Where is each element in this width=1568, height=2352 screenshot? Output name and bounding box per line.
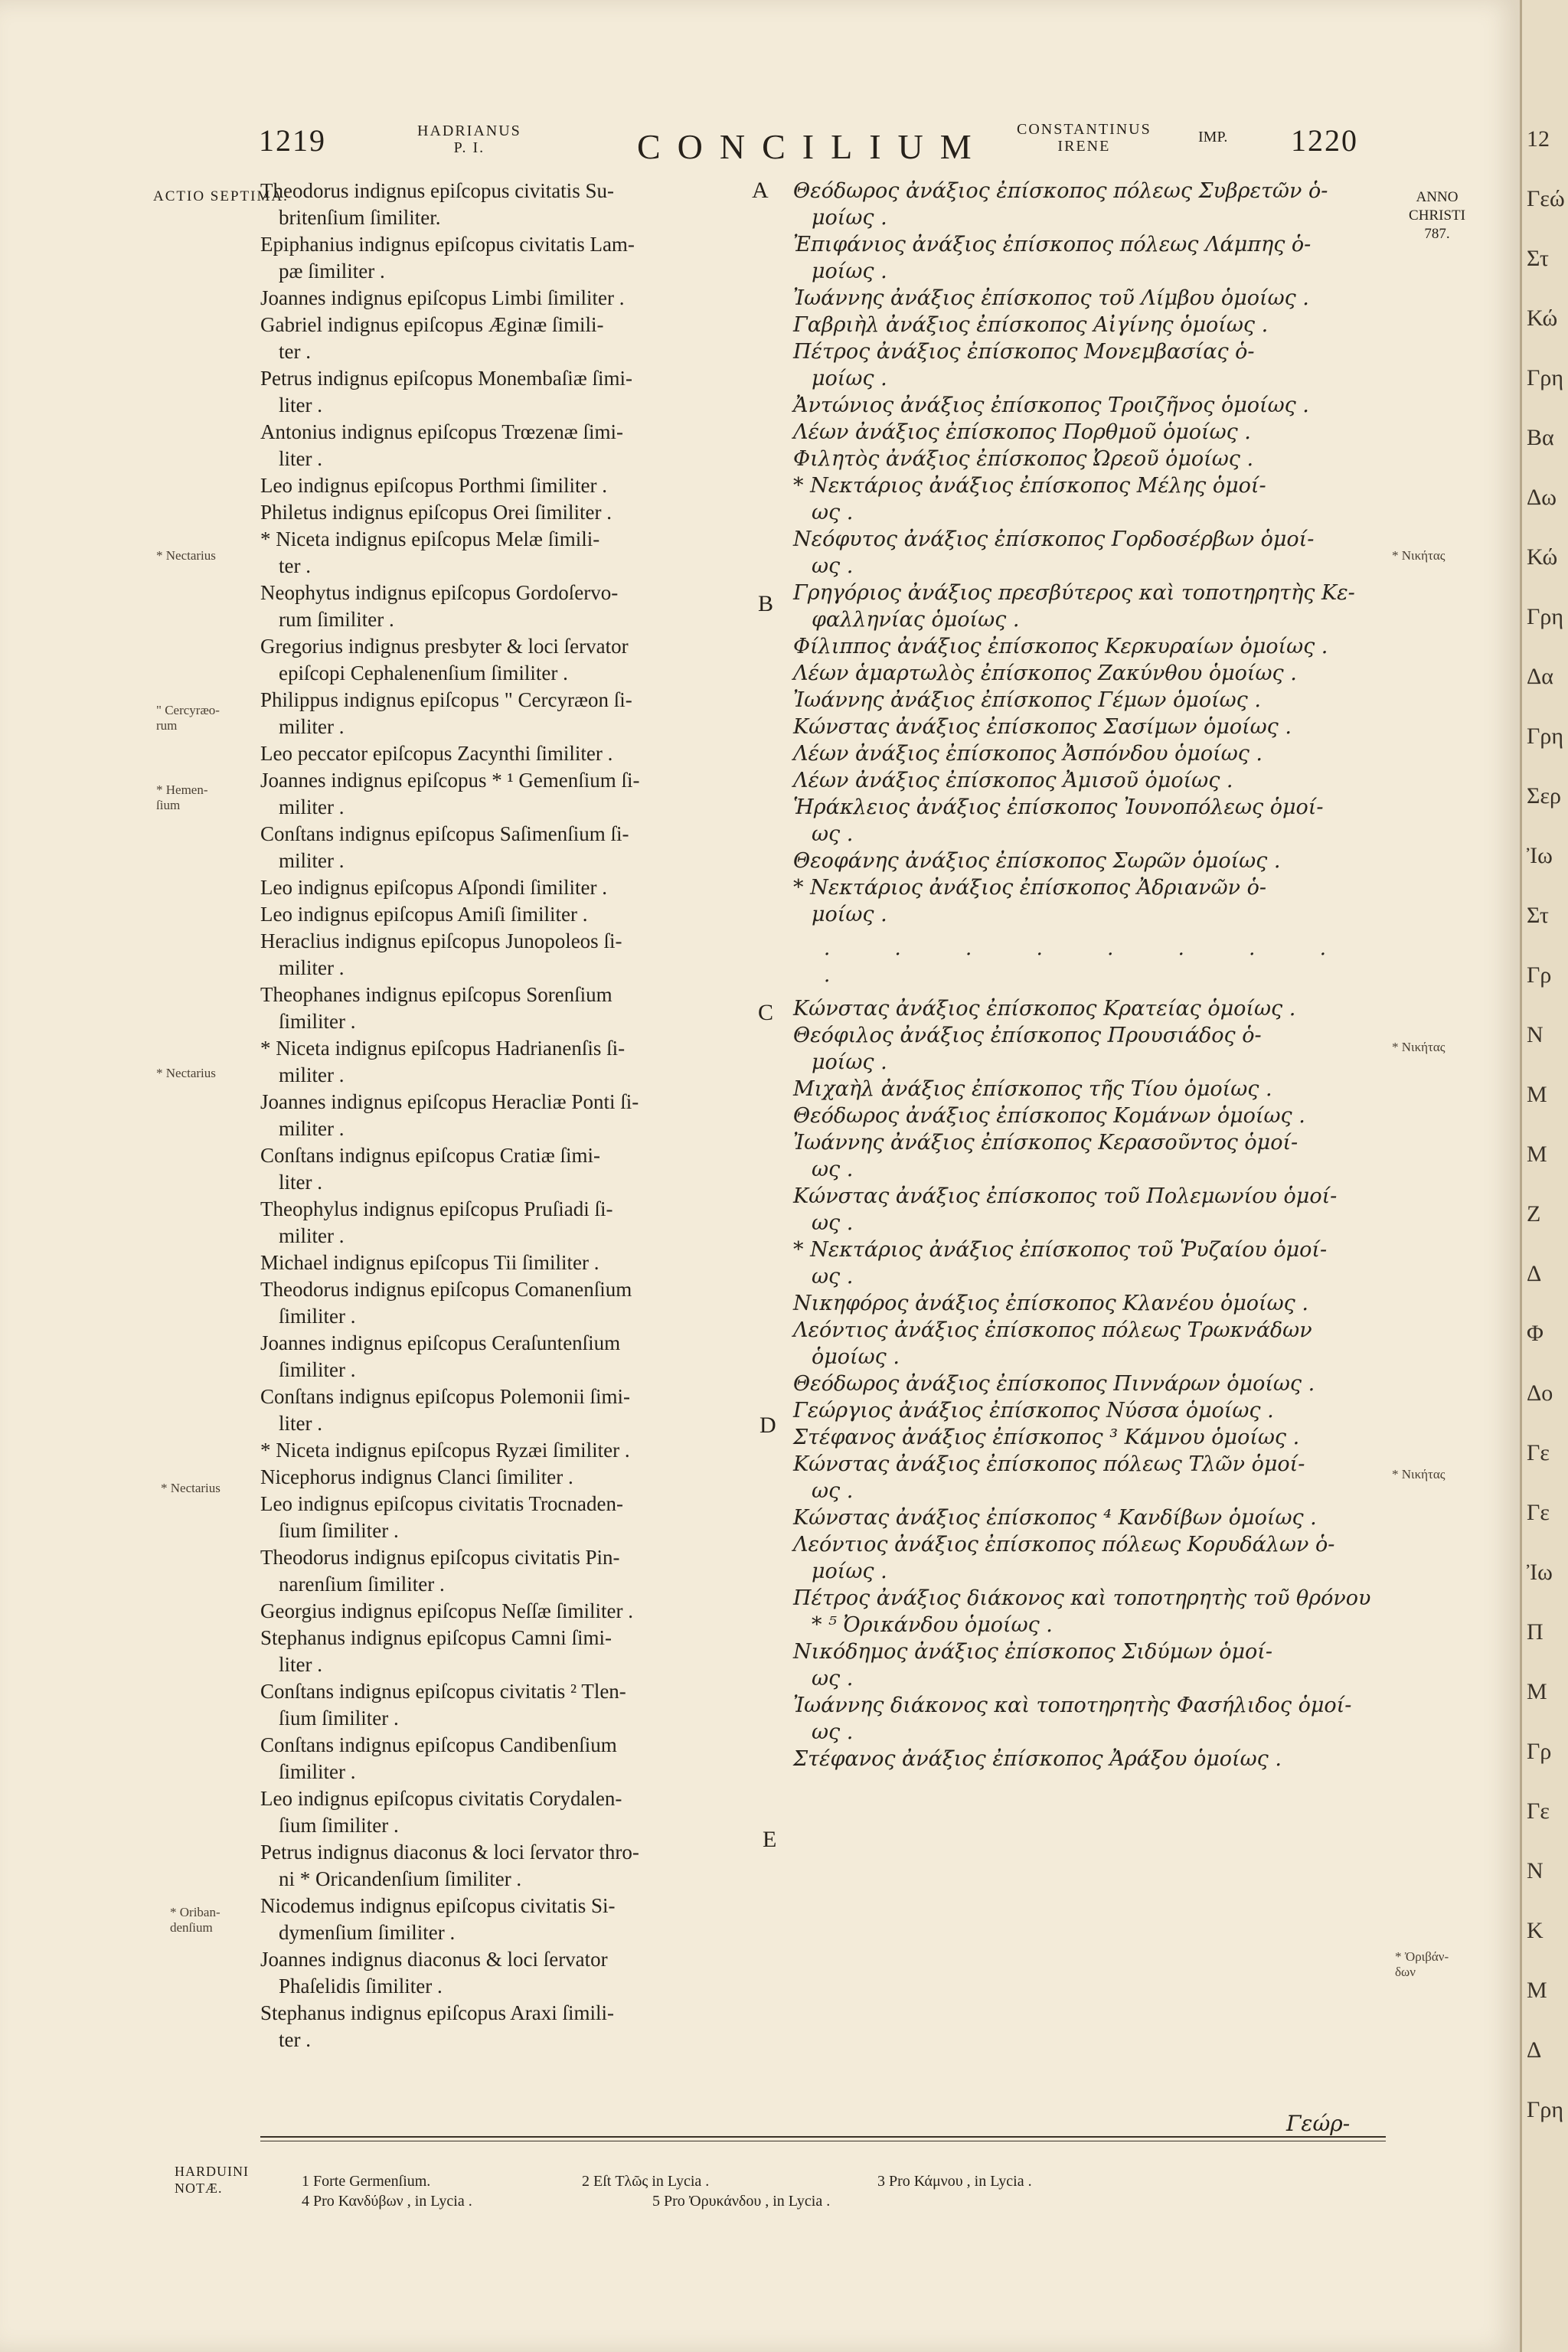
greek-entry <box>793 312 1390 338</box>
entry-line: Epiphanius indignus epiſcopus civitatis Lam- <box>260 233 635 256</box>
latin-entry <box>260 472 766 499</box>
greek-entry <box>793 995 1390 1022</box>
next-page-fragment: Ν <box>1527 1022 1544 1047</box>
entry-line: Georgius indignus epiſcopus Neſſæ ſimiliter . <box>260 1599 633 1622</box>
latin-entry <box>260 687 766 740</box>
latin-entry <box>260 1464 766 1491</box>
entry-line: Φιλητὸς ἀνάξιος ἐπίσκοπος Ὠρεοῦ ὁμοίως . <box>793 447 1254 471</box>
entry-line: Heraclius indignus epiſcopus Junopoleos ſi- <box>260 929 622 952</box>
entry-line: Philippus indignus epiſcopus " Cercyræon ſi- <box>260 688 632 711</box>
entry-line: ως . <box>812 1720 854 1744</box>
running-head-bottom: P. I. <box>453 139 485 156</box>
entry-line: Ἐπιφάνιος ἀνάξιος ἐπίσκοπος πόλεως Λάμπης ὁ- <box>793 233 1312 256</box>
entry-line: Petrus indignus epiſcopus Monembaſiæ ſimi- <box>260 367 632 390</box>
entry-line: ως . <box>812 1211 854 1235</box>
next-page-edge <box>1520 0 1568 2352</box>
entry-line: pæ ſimiliter . <box>279 260 385 283</box>
greek-entry <box>793 1102 1390 1129</box>
next-page-fragment: Π <box>1527 1619 1544 1645</box>
entry-line: Gabriel indignus epiſcopus Æginæ ſimili- <box>260 313 604 336</box>
entry-line: Λεόντιος ἀνάξιος ἐπίσκοπος πόλεως Κορυδάλων ὁ- <box>793 1533 1335 1557</box>
entry-line: Πέτρος ἀνάξιος ἐπίσκοπος Μονεμβασίας ὁ- <box>793 340 1255 364</box>
left-page-number: 1219 <box>259 123 326 158</box>
entry-line: Theophanes indignus epiſcopus Sorenſium <box>260 983 612 1006</box>
next-page-fragment: Δα <box>1527 664 1554 689</box>
greek-entry <box>793 285 1390 312</box>
entry-line: Theophylus indignus epiſcopus Pruſiadi ſi- <box>260 1197 613 1220</box>
entry-line: Γαβριὴλ ἀνάξιος ἐπίσκοπος Αἰγίνης ὁμοίως . <box>793 313 1269 337</box>
greek-entry <box>793 392 1390 419</box>
entry-line: Joannes indignus epiſcopus Limbi ſimiliter . <box>260 286 625 309</box>
latin-entry <box>260 1196 766 1250</box>
entry-line: Leo indignus epiſcopus Aſpondi ſimiliter . <box>260 876 607 899</box>
margin-note-nectarius: * Nectarius <box>156 1066 216 1080</box>
next-page-fragment: Μ <box>1527 1142 1547 1167</box>
margin-note-oribandensium <box>170 1905 220 1936</box>
entry-line: Λέων ἀνάξιος ἐπίσκοπος Ἀσπόνδου ὁμοίως . <box>793 742 1263 766</box>
entry-line: * Νεκτάριος ἀνάξιος ἐπίσκοπος τοῦ Ῥυζαίου ὁμοί- <box>793 1238 1328 1262</box>
entry-line: Leo peccator epiſcopus Zacynthi ſimiliter . <box>260 742 613 765</box>
entry-line: Κώνστας ἀνάξιος ἐπίσκοπος τοῦ Πολεμωνίου ὁμοί- <box>793 1184 1338 1208</box>
greek-entry <box>793 1317 1390 1370</box>
next-page-fragment: Ἰω <box>1527 1560 1553 1585</box>
footnote-2: 2 Eſt Τλῶς in Lycia . <box>582 2173 710 2190</box>
greek-entry <box>793 794 1390 848</box>
next-page-fragment: Μ <box>1527 1978 1547 2003</box>
entry-line: * Niceta indignus epiſcopus Ryzæi ſimiliter . <box>260 1439 630 1462</box>
latin-entry <box>260 1785 766 1839</box>
latin-entry <box>260 901 766 928</box>
latin-entry <box>260 740 766 767</box>
entry-line: Neophytus indignus epiſcopus Gordoſervo- <box>260 581 619 604</box>
running-head-top: HADRIANUS <box>417 122 521 139</box>
entry-line: Στέφανος ἀνάξιος ἐπίσκοπος ³ Κάμνου ὁμοίως . <box>793 1426 1300 1449</box>
entry-line: Petrus indignus diaconus & loci ſervator thro- <box>260 1841 639 1864</box>
catchword: Γεώρ- <box>1286 2111 1351 2136</box>
margin-note-line: ſium <box>156 798 181 812</box>
next-page-fragment: Κώ <box>1527 544 1558 570</box>
next-page-fragment: Βα <box>1527 425 1554 450</box>
next-page-fragment: Γρ <box>1527 1739 1552 1764</box>
entry-line: Θεόδωρος ἀνάξιος ἐπίσκοπος πόλεως Συβρετῶν ὁ- <box>793 179 1328 203</box>
footnote-4: 4 Pro Κανδύβων , in Lycia . <box>302 2193 472 2210</box>
entry-line: epiſcopi Cephalenenſium ſimiliter . <box>279 662 568 684</box>
greek-entry <box>793 1370 1390 1397</box>
entry-line: * Niceta indignus epiſcopus Melæ ſimili- <box>260 528 600 550</box>
latin-entry <box>260 874 766 901</box>
entry-line: ſimiliter . <box>279 1760 356 1783</box>
next-page-fragment: Ν <box>1527 1858 1544 1883</box>
greek-entry <box>793 660 1390 687</box>
entry-line: Joannes indignus epiſcopus Ceraſuntenſium <box>260 1331 621 1354</box>
right-running-head <box>1017 121 1152 155</box>
entry-line: Μιχαὴλ ἀνάξιος ἐπίσκοπος τῆς Τίου ὁμοίως . <box>793 1077 1272 1101</box>
entry-line: ὁμοίως . <box>812 1345 900 1369</box>
entry-line: narenſium ſimiliter . <box>279 1573 445 1596</box>
greek-entry <box>793 714 1390 740</box>
entry-line: Κώνστας ἀνάξιος ἐπίσκοπος Σασίμων ὁμοίως . <box>793 715 1292 739</box>
margin-note-line: " Cercyræo- <box>156 703 220 717</box>
latin-entry <box>260 365 766 419</box>
greek-entry <box>793 1531 1390 1585</box>
greek-entry <box>793 446 1390 472</box>
entry-line: Stephanus indignus epiſcopus Araxi ſimili- <box>260 2001 614 2024</box>
entry-line: Νικόδημος ἀνάξιος ἐπίσκοπος Σιδύμων ὁμοί- <box>793 1640 1272 1664</box>
section-letter-e: E <box>763 1827 777 1852</box>
entry-line: Conſtans indignus epiſcopus civitatis ² Tlen- <box>260 1680 626 1703</box>
latin-entry <box>260 1678 766 1732</box>
entry-line: Conſtans indignus epiſcopus Saſimenſium ſi- <box>260 822 629 845</box>
section-letter-a: A <box>752 178 769 203</box>
margin-note-nectarius: * Nectarius <box>161 1481 220 1495</box>
latin-entry <box>260 982 766 1035</box>
page-title: CONCILIUM <box>637 127 988 166</box>
notes-label-line: HARDUINI <box>175 2164 249 2179</box>
greek-entry <box>793 848 1390 874</box>
entry-line: Φίλιππος ἀνάξιος ἐπίσκοπος Κερκυραίων ὁμοίως . <box>793 635 1328 658</box>
latin-entry <box>260 580 766 633</box>
entry-line: * Νεκτάριος ἀνάξιος ἐπίσκοπος Μέλης ὁμοί- <box>793 474 1266 498</box>
entry-line: Ἰωάννης ἀνάξιος ἐπίσκοπος τοῦ Λίμβου ὁμοίως . <box>793 286 1309 310</box>
next-page-fragment: Γε <box>1527 1798 1550 1824</box>
anno-christi <box>1395 188 1479 243</box>
entry-line: liter . <box>279 1412 322 1435</box>
entry-line: Ἰωάννης ἀνάξιος ἐπίσκοπος Κερασοῦντος ὁμοί- <box>793 1131 1298 1155</box>
latin-entry <box>260 499 766 526</box>
latin-entry <box>260 1598 766 1625</box>
next-page-fragment: Σερ <box>1527 783 1562 808</box>
margin-note-niketas: * Νικήτας <box>1392 1467 1446 1481</box>
next-page-fragment: Γρη <box>1527 365 1564 390</box>
next-page-fragment: Γρη <box>1527 724 1564 749</box>
next-page-fragment: Γε <box>1527 1500 1550 1525</box>
entry-line: ſimiliter . <box>279 1010 356 1033</box>
entry-line: μοίως . <box>812 903 887 926</box>
greek-entry <box>793 1290 1390 1317</box>
latin-entry <box>260 633 766 687</box>
latin-entry <box>260 1437 766 1464</box>
latin-entry <box>260 928 766 982</box>
greek-entry <box>793 178 1390 231</box>
next-page-fragment: Γε <box>1527 1440 1550 1465</box>
entry-line: militer . <box>279 956 345 979</box>
anno-line: ANNO <box>1416 189 1459 205</box>
entry-line: μοίως . <box>812 1050 887 1074</box>
entry-line: ter . <box>279 340 311 363</box>
entry-line: rum ſimiliter . <box>279 608 394 631</box>
entry-line: Ἡράκλειος ἀνάξιος ἐπίσκοπος Ἰουνοπόλεως ὁμοί- <box>793 795 1324 819</box>
entry-line: Leo indignus epiſcopus civitatis Trocnaden- <box>260 1492 623 1515</box>
entry-line: ni * Oricandenſium ſimiliter . <box>279 1867 522 1890</box>
notes-label-line: NOTÆ. <box>175 2180 223 2196</box>
greek-entry <box>793 231 1390 285</box>
greek-entry <box>793 1397 1390 1424</box>
entry-line: Γρηγόριος ἀνάξιος πρεσβύτερος καὶ τοποτηρητὴς Κε- <box>793 581 1355 605</box>
entry-line: Θεόδωρος ἀνάξιος ἐπίσκοπος Πιννάρων ὁμοίως . <box>793 1372 1315 1396</box>
entry-line: dymenſium ſimiliter . <box>279 1921 456 1944</box>
entry-line: ως . <box>812 1479 854 1503</box>
entry-line: Antonius indignus epiſcopus Trœzenæ ſimi- <box>260 420 624 443</box>
latin-entry <box>260 1946 766 2000</box>
margin-note-line: δων <box>1395 1965 1416 1979</box>
running-head-top: CONSTANTINUS <box>1017 121 1152 138</box>
latin-entry <box>260 767 766 821</box>
next-page-fragment: Γρη <box>1527 604 1564 629</box>
margin-note-line: * Hemen- <box>156 782 208 797</box>
entry-line: militer . <box>279 849 345 872</box>
next-page-fragment: 12 <box>1527 126 1550 152</box>
entry-line: ter . <box>279 2028 311 2051</box>
entry-line: ſium ſimiliter . <box>279 1814 399 1837</box>
greek-entry <box>793 1585 1390 1638</box>
running-head-bottom: IRENE <box>1057 138 1111 155</box>
entry-line: militer . <box>279 1117 345 1140</box>
margin-note-nectarius: * Nectarius <box>156 548 216 563</box>
greek-entry <box>793 472 1390 526</box>
next-page-fragment: Δ <box>1527 2037 1542 2063</box>
next-page-fragment: Στ <box>1527 246 1549 271</box>
entry-line: Nicodemus indignus epiſcopus civitatis Si- <box>260 1894 616 1917</box>
entry-line: Λέων ἁμαρτωλὸς ἐπίσκοπος Ζακύνθου ὁμοίως . <box>793 662 1297 685</box>
entry-line: Λεόντιος ἀνάξιος ἐπίσκοπος πόλεως Τρωκνάδων <box>793 1318 1312 1342</box>
running-head-suffix: IMP. <box>1198 129 1228 145</box>
entry-line: Conſtans indignus epiſcopus Candibenſium <box>260 1733 617 1756</box>
entry-line: ſium ſimiliter . <box>279 1707 399 1730</box>
greek-entry <box>793 338 1390 392</box>
entry-line: Philetus indignus epiſcopus Orei ſimiliter . <box>260 501 612 524</box>
latin-entry <box>260 1089 766 1142</box>
next-page-fragment: Δο <box>1527 1380 1553 1406</box>
greek-entry <box>793 1746 1390 1772</box>
latin-entry <box>260 2000 766 2053</box>
margin-note-niketas: * Νικήτας <box>1392 1040 1446 1054</box>
margin-note-line: * Ὀριβάν- <box>1395 1949 1449 1964</box>
entry-line: Γεώργιος ἀνάξιος ἐπίσκοπος Νύσσα ὁμοίως . <box>793 1399 1274 1423</box>
greek-entry <box>793 633 1390 660</box>
greek-entry <box>793 740 1390 767</box>
entry-line: Theodorus indignus epiſcopus Comanenſium <box>260 1278 632 1301</box>
entry-line: Θεοφάνης ἀνάξιος ἐπίσκοπος Σωρῶν ὁμοίως . <box>793 849 1281 873</box>
entry-line: * ⁵ Ὀρικάνδου ὁμοίως . <box>812 1613 1053 1637</box>
entry-line: ως . <box>812 1158 854 1181</box>
entry-line: * Niceta indignus epiſcopus Hadrianenſis ſi- <box>260 1037 626 1060</box>
latin-entry <box>260 1142 766 1196</box>
next-page-fragment: Ἰω <box>1527 843 1553 868</box>
entry-line: Λέων ἀνάξιος ἐπίσκοπος Πορθμοῦ ὁμοίως . <box>793 420 1251 444</box>
latin-entry <box>260 526 766 580</box>
entry-line: ως . <box>812 501 854 524</box>
greek-entry <box>793 767 1390 794</box>
next-page-fragment: Δ <box>1527 1261 1542 1286</box>
greek-entry <box>793 1129 1390 1183</box>
margin-note-cercyraeorum <box>156 703 220 733</box>
entry-line: μοίως . <box>812 260 887 283</box>
entry-line: Joannes indignus diaconus & loci ſervator <box>260 1948 608 1971</box>
footnote-5: 5 Pro Ὀρυκάνδου , in Lycia . <box>652 2193 831 2210</box>
entry-line: liter . <box>279 1653 322 1676</box>
entry-line: μοίως . <box>812 1560 887 1583</box>
latin-entry <box>260 1839 766 1893</box>
entry-line: ως . <box>812 822 854 846</box>
entry-line: Θεόφιλος ἀνάξιος ἐπίσκοπος Προυσιάδος ὁ- <box>793 1024 1262 1047</box>
entry-line: Theodorus indignus epiſcopus civitatis Su- <box>260 179 614 202</box>
next-page-fragment: Δω <box>1527 485 1557 510</box>
latin-entry <box>260 1330 766 1383</box>
greek-entry <box>793 1183 1390 1236</box>
next-page-fragment: Φ <box>1527 1321 1544 1346</box>
entry-line: Ἀντώνιος ἀνάξιος ἐπίσκοπος Τροιζῆνος ὁμοίως . <box>793 394 1309 417</box>
latin-entry <box>260 1732 766 1785</box>
entry-line: Νικηφόρος ἀνάξιος ἐπίσκοπος Κλανέου ὁμοίως . <box>793 1292 1308 1315</box>
entry-line: britenſium ſimiliter. <box>279 206 441 229</box>
latin-entry <box>260 1491 766 1544</box>
next-page-fragment: Γρ <box>1527 962 1552 988</box>
anno-line: 787. <box>1424 226 1450 242</box>
margin-note-line: * Oriban- <box>170 1905 220 1919</box>
entry-line: Michael indignus epiſcopus Tii ſimiliter . <box>260 1251 599 1274</box>
next-page-fragment: Στ <box>1527 903 1549 928</box>
next-page-fragment: Γεώ <box>1527 186 1565 211</box>
anno-line: CHRISTI <box>1409 207 1465 224</box>
greek-entry <box>793 526 1390 580</box>
entry-line: Στέφανος ἀνάξιος ἐπίσκοπος Ἀράξου ὁμοίως . <box>793 1747 1282 1771</box>
latin-entry <box>260 1383 766 1437</box>
next-page-fragment: Μ <box>1527 1082 1547 1107</box>
entry-line: * Νεκτάριος ἀνάξιος ἐπίσκοπος Ἀδριανῶν ὁ- <box>793 876 1266 900</box>
entry-line: μοίως . <box>812 206 887 230</box>
entry-line: Νεόφυτος ἀνάξιος ἐπίσκοπος Γορδοσέρβων ὁμοί- <box>793 528 1315 551</box>
latin-entry <box>260 231 766 285</box>
entry-line: Θεόδωρος ἀνάξιος ἐπίσκοπος Κομάνων ὁμοίως . <box>793 1104 1305 1128</box>
greek-entry <box>793 1504 1390 1531</box>
entry-line: Leo indignus epiſcopus Porthmi ſimiliter . <box>260 474 607 497</box>
greek-entry <box>793 580 1390 633</box>
margin-note-hemensium <box>156 782 208 813</box>
entry-line: Κώνστας ἀνάξιος ἐπίσκοπος Κρατείας ὁμοίως . <box>793 997 1296 1021</box>
next-page-fragment: Ζ <box>1527 1201 1541 1227</box>
latin-entry <box>260 178 766 231</box>
entry-line: Gregorius indignus presbyter & loci ſervator <box>260 635 629 658</box>
greek-entry <box>793 419 1390 446</box>
actio-label: ACTIO SEPTIMA. <box>153 188 289 204</box>
entry-line: Conſtans indignus epiſcopus Polemonii ſimi- <box>260 1385 630 1408</box>
entry-line: Leo indignus epiſcopus civitatis Corydalen- <box>260 1787 622 1810</box>
entry-line: Ἰωάννης ἀνάξιος ἐπίσκοπος Γέμων ὁμοίως . <box>793 688 1261 712</box>
section-letter-c: C <box>758 1000 774 1025</box>
margin-note-line: rum <box>156 718 178 733</box>
latin-entry <box>260 1250 766 1276</box>
footnote-1: 1 Forte Germenſium. <box>302 2173 431 2190</box>
entry-line: Conſtans indignus epiſcopus Cratiæ ſimi- <box>260 1144 600 1167</box>
latin-entry <box>260 285 766 312</box>
entry-line: militer . <box>279 795 345 818</box>
entry-line: φαλληνίας ὁμοίως . <box>812 608 1020 632</box>
entry-line: Nicephorus indignus Clanci ſimiliter . <box>260 1465 573 1488</box>
section-letter-d: D <box>760 1413 776 1438</box>
notes-label <box>175 2163 249 2197</box>
latin-column <box>260 178 766 2053</box>
entry-line: militer . <box>279 1063 345 1086</box>
entry-line: Λέων ἀνάξιος ἐπίσκοπος Ἀμισοῦ ὁμοίως . <box>793 769 1233 792</box>
latin-entry <box>260 312 766 365</box>
latin-entry <box>260 1035 766 1089</box>
entry-line: ως . <box>812 1667 854 1690</box>
right-page-number: 1220 <box>1291 123 1358 158</box>
entry-line: liter . <box>279 1171 322 1194</box>
section-letter-b: B <box>758 591 774 616</box>
latin-entry <box>260 419 766 472</box>
left-running-head <box>417 122 521 156</box>
margin-note-line: denſium <box>170 1920 213 1935</box>
lacuna-dots: · · · · · · · · · <box>824 943 1355 993</box>
entry-line: liter . <box>279 394 322 416</box>
entry-line: μοίως . <box>812 367 887 390</box>
entry-line: ſimiliter . <box>279 1358 356 1381</box>
entry-line: ſimiliter . <box>279 1305 356 1328</box>
greek-entry <box>793 1076 1390 1102</box>
entry-line: Joannes indignus epiſcopus Heracliæ Ponti ſi- <box>260 1090 639 1113</box>
next-page-fragment: Μ <box>1527 1679 1547 1704</box>
footnote-3: 3 Pro Κάμνου , in Lycia . <box>877 2173 1032 2190</box>
greek-entry <box>793 1022 1390 1076</box>
entry-line: Ἰωάννης διάκονος καὶ τοποτηρητὴς Φασήλιδος ὁμοί- <box>793 1694 1352 1717</box>
margin-note-oribandon <box>1395 1949 1449 1980</box>
latin-entry <box>260 821 766 874</box>
entry-line: Joannes indignus epiſcopus * ¹ Gemenſium ſi- <box>260 769 640 792</box>
entry-line: Κώνστας ἀνάξιος ἐπίσκοπος πόλεως Τλῶν ὁμοί- <box>793 1452 1305 1476</box>
entry-line: ſium ſimiliter . <box>279 1519 399 1542</box>
entry-line: Theodorus indignus epiſcopus civitatis Pin- <box>260 1546 620 1569</box>
margin-note-niketas: * Νικήτας <box>1392 548 1446 563</box>
greek-entry <box>793 1451 1390 1504</box>
entry-line: Leo indignus epiſcopus Amiſi ſimiliter . <box>260 903 588 926</box>
greek-entry <box>793 1638 1390 1692</box>
entry-line: ως . <box>812 554 854 578</box>
entry-line: Πέτρος ἀνάξιος διάκονος καὶ τοποτηρητὴς τοῦ θρόνου <box>793 1586 1371 1610</box>
greek-entry <box>793 874 1390 928</box>
greek-entry <box>793 687 1390 714</box>
greek-entry <box>793 1236 1390 1290</box>
entry-line: Κώνστας ἀνάξιος ἐπίσκοπος ⁴ Κανδίβων ὁμοίως . <box>793 1506 1317 1530</box>
entry-line: ter . <box>279 554 311 577</box>
latin-entry <box>260 1544 766 1598</box>
entry-line: militer . <box>279 1224 345 1247</box>
latin-entry <box>260 1893 766 1946</box>
next-page-fragment: Γρη <box>1527 2097 1564 2122</box>
entry-line: Stephanus indignus epiſcopus Camni ſimi- <box>260 1626 612 1649</box>
footnote-rule <box>260 2136 1386 2138</box>
greek-entry <box>793 1424 1390 1451</box>
latin-entry <box>260 1276 766 1330</box>
greek-entry <box>793 1692 1390 1746</box>
greek-column <box>793 178 1390 1772</box>
entry-line: Phaſelidis ſimiliter . <box>279 1975 443 1998</box>
next-page-fragment: Κ <box>1527 1918 1544 1943</box>
latin-entry <box>260 1625 766 1678</box>
entry-line: militer . <box>279 715 345 738</box>
entry-line: ως . <box>812 1265 854 1289</box>
entry-line: liter . <box>279 447 322 470</box>
next-page-fragment: Κώ <box>1527 305 1558 331</box>
